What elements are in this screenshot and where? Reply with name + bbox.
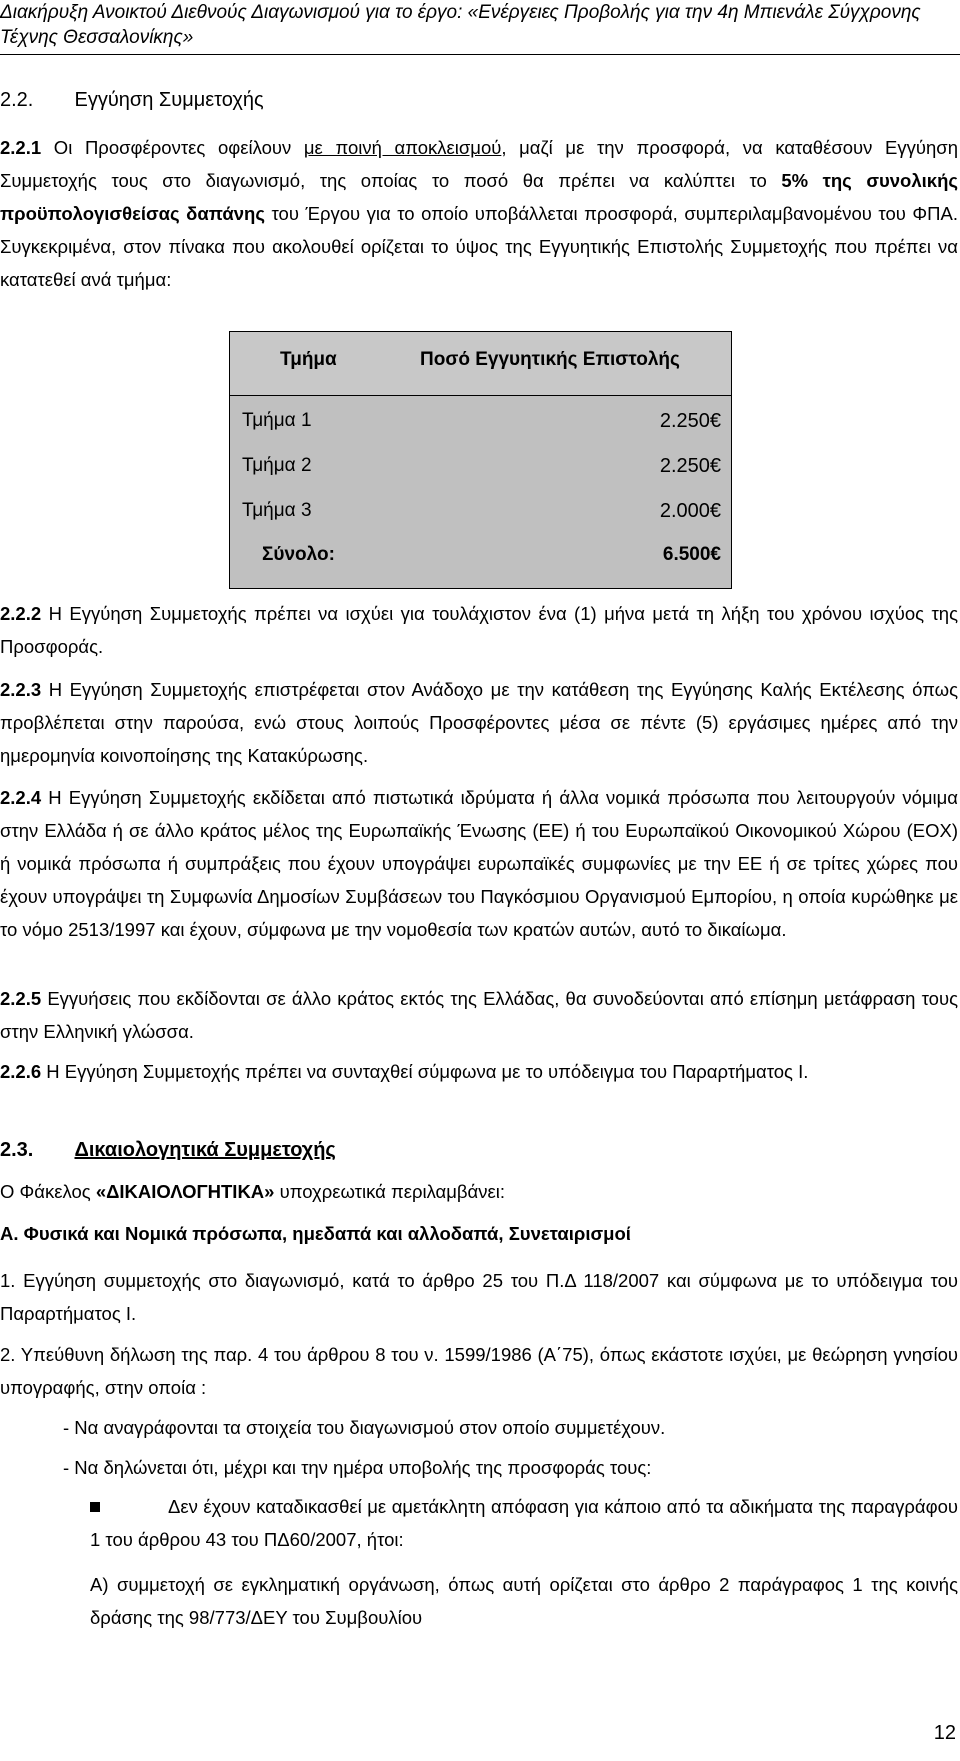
row-label: Τμήμα 2	[242, 455, 312, 476]
paragraph-2-2-3	[0, 673, 958, 772]
paragraph-number: 2.2.2	[0, 603, 42, 624]
bold-text: 5% της συνολικής προϋπολογισθείσας δαπάνης	[0, 170, 959, 224]
section-number: 2.2.	[0, 89, 34, 111]
paragraph-2-2-4	[0, 781, 958, 946]
sub-item-a: Α) συμμετοχή σε εγκληματική οργάνωση, όπως αυτή ορίζεται στο άρθρο 2 παράγραφος 1 της κοινής δράσης της 98/773/ΔΕΥ του Συμβουλίου	[90, 1574, 958, 1628]
underlined-text: με ποινή αποκλεισμού	[303, 137, 502, 158]
paragraph-2-2-1	[0, 131, 958, 296]
table-header-row	[230, 332, 731, 396]
row-label: Τμήμα 3	[242, 500, 312, 521]
paragraph-2-2-6	[0, 1055, 958, 1088]
paragraph-number: 2.2.5	[0, 988, 42, 1009]
paragraph-text: Η Εγγύηση Συμμετοχής πρέπει να συνταχθεί σύμφωνα με το υπόδειγμα του Παραρτήματος Ι.	[41, 1061, 809, 1082]
column-header-amount: Ποσό Εγγυητικής Επιστολής	[420, 349, 680, 370]
bullet-item-1: Δεν έχουν καταδικασθεί με αμετάκλητη απόφαση για κάποιο από τα αδικήματα της παραγράφου 1 του άρθρου 43 του ΠΔ60/2007, ήτοι:	[90, 1496, 958, 1550]
text-part: Οι Προσφέροντες οφείλουν	[41, 137, 304, 158]
paragraph-number: 2.2.3	[0, 679, 42, 700]
subheading-a: Α. Φυσικά και Νομικά πρόσωπα, ημεδαπά και αλλοδαπά, Συνεταιρισμοί	[0, 1223, 631, 1244]
section-title: Δικαιολογητικά Συμμετοχής	[74, 1139, 336, 1161]
table-row	[230, 410, 731, 440]
text-part: Ο Φάκελος	[0, 1181, 96, 1202]
text-part: υποχρεωτικά περιλαμβάνει:	[274, 1181, 505, 1202]
paragraph-text: Η Εγγύηση Συμμετοχής επιστρέφεται στον Ανάδοχο με την κατάθεση της Εγγύησης Καλής Εκτέλεσης όπως προβλέπεται στην παρούσα, ενώ στους λοιπούς Προσφέροντες μέσα σε πέντε (5) εργάσιμες ημέρες από την ημερομηνία κοινοποίησης της Κατακύρωσης.	[0, 679, 958, 766]
page-number: 12	[933, 1722, 956, 1744]
text-part: του Έργου για το οποίο υποβάλλεται προσφορά, συμπεριλαμβανομένου του ΦΠΑ. Συγκεκριμένα, στον πίνακα που ακολουθεί ορίζεται το ύψος της Εγγυητικής Επιστολής Συμμετοχής που πρέπει να κατατεθεί ανά τμήμα:	[0, 203, 958, 290]
text-part: , μαζί με την προσφορά, να καταθέσουν Εγγύηση Συμμετοχής τους στο διαγωνισμό, της οποίας το ποσό θα πρέπει να καλύπτει το	[0, 137, 959, 191]
bold-text: «ΔΙΚΑΙΟΛΟΓΗΤΙΚΑ»	[95, 1181, 275, 1202]
header-line-1: Διακήρυξη Ανοικτού Διεθνούς Διαγωνισμού για το έργο: «Ενέργειες Προβολής για την 4η Μπιενάλε Σύγχρονης	[0, 2, 921, 23]
column-header-section: Τμήμα	[280, 349, 337, 370]
paragraph-2-2-2	[0, 597, 958, 663]
paragraph-number: 2.2.4	[0, 787, 42, 808]
row-value: 2.000€	[659, 500, 721, 522]
row-label: Τμήμα 1	[242, 410, 312, 431]
page-header	[0, 0, 960, 55]
total-label: Σύνολο:	[262, 544, 335, 565]
section-title: Εγγύηση Συμμετοχής	[74, 89, 264, 111]
list-item-1: 1. Εγγύηση συμμετοχής στο διαγωνισμό, κατά το άρθρο 25 του Π.Δ 118/2007 και σύμφωνα με το υπόδειγμα του Παραρτήματος Ι.	[0, 1270, 958, 1324]
paragraph-text: Η Εγγύηση Συμμετοχής εκδίδεται από πιστωτικά ιδρύματα ή άλλα νομικά πρόσωπα που λειτουργούν νόμιμα στην Ελλάδα ή σε άλλο κράτος μέλος της Ευρωπαϊκής Ένωσης (ΕΕ) ή του Ευρωπαϊκού Οικονομικού Χώρου (ΕΟΧ) ή νομικά πρόσωπα ή συμπράξεις που έχουν υπογράψει ευρωπαϊκές συμφωνίες με την ΕΕ ή σε τρίτες χώρες που έχουν υπογράψει τη Συμφωνία Δημοσίων Συμβάσεων του Παγκόσμιου Οργανισμού Εμπορίου, η οποία κυρώθηκε με το νόμο 2513/1997 και έχουν, σύμφωνα με την νομοθεσία των κρατών αυτών, αυτό το δικαίωμα.	[0, 787, 958, 940]
dash-item-1: - Να αναγράφονται τα στοιχεία του διαγωνισμού στον οποίο συμμετέχουν.	[63, 1417, 666, 1438]
folder-paragraph	[0, 1175, 958, 1208]
list-item-2: 2. Υπεύθυνη δήλωση της παρ. 4 του άρθρου 8 του ν. 1599/1986 (Α΄75), όπως εκάστοτε ισχύει, με θεώρηση γνησίου υπογραφής, στην οποία :	[0, 1344, 958, 1398]
guarantee-table	[229, 331, 732, 589]
paragraph-number: 2.2.6	[0, 1061, 42, 1082]
table-row	[230, 500, 731, 530]
paragraph-text: Εγγυήσεις που εκδίδονται σε άλλο κράτος εκτός της Ελλάδας, θα συνοδεύονται από επίσημη μετάφραση τους στην Ελληνική γλώσσα.	[0, 988, 958, 1042]
row-value: 2.250€	[659, 455, 721, 477]
paragraph-2-2-5	[0, 982, 958, 1048]
paragraph-number: 2.2.1	[0, 137, 42, 158]
total-value: 6.500€	[662, 544, 721, 565]
row-value: 2.250€	[659, 410, 721, 432]
table-row	[230, 455, 731, 485]
table-total-row	[230, 544, 731, 574]
paragraph-text: Η Εγγύηση Συμμετοχής πρέπει να ισχύει για τουλάχιστον ένα (1) μήνα μετά τη λήξη του χρόνου ισχύος της Προσφοράς.	[0, 603, 958, 657]
header-line-2: Τέχνης Θεσσαλονίκης»	[0, 27, 194, 48]
section-number: 2.3.	[0, 1139, 34, 1161]
section-2-2-heading	[0, 86, 264, 115]
dash-item-2: - Να δηλώνεται ότι, μέχρι και την ημέρα υποβολής της προσφοράς τους:	[63, 1457, 652, 1478]
section-2-3-heading	[0, 1136, 336, 1165]
